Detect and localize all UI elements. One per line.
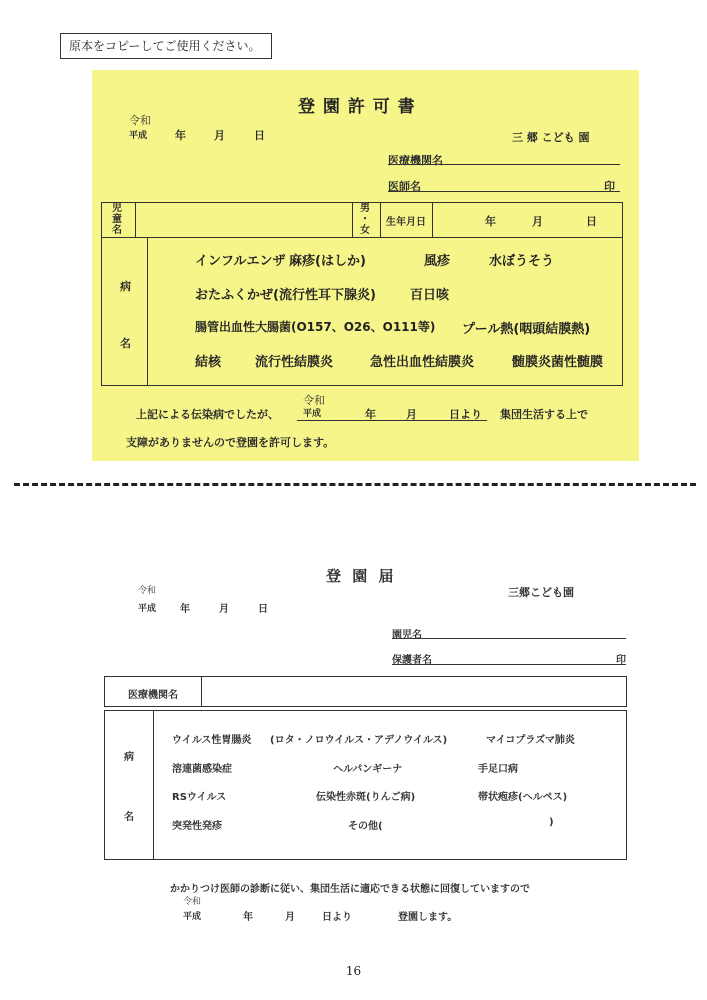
permit-doctor-label: 医師名 [388, 180, 421, 193]
permit-disease-hemorrhagic-conjunctivitis: 急性出血性結膜炎 [370, 355, 475, 370]
permit-statement-era-handwritten: 令和 [303, 394, 325, 407]
notice-disease-divider [153, 710, 154, 860]
permit-day-label: 日 [254, 129, 265, 142]
permit-birth-day: 日 [586, 215, 597, 228]
permit-seal: 印 [604, 180, 615, 193]
notice-clinic-row [104, 676, 627, 707]
notice-guardian-line [392, 664, 626, 665]
notice-month-label: 月 [219, 604, 229, 615]
permit-disease-conjunctivitis: 流行性結膜炎 [255, 355, 334, 370]
copy-note: 原本をコピーしてご使用ください。 [60, 33, 272, 59]
notice-statement-year: 年 [243, 912, 253, 923]
permit-era-handwritten: 令和 [129, 114, 151, 127]
notice-guardian-label: 保護者名 [392, 655, 432, 666]
notice-disease-hfmd: 手足口病 [478, 764, 518, 775]
notice-disease-gastroenteritis: ウイルス性胃腸炎 [172, 735, 252, 746]
permit-title: 登 園 許 可 書 [298, 97, 416, 117]
permit-disease-chickenpox: 水ぼうそう [489, 254, 555, 269]
notice-seal: 印 [616, 655, 626, 666]
notice-disease-label-1: 病 [124, 752, 134, 763]
notice-year-label: 年 [180, 604, 190, 615]
notice-clinic-divider [201, 676, 202, 707]
notice-statement-2: 登園します。 [398, 912, 458, 923]
notice-disease-other: その他( [348, 821, 383, 832]
permit-statement-month: 月 [406, 408, 417, 421]
permit-disease-label-1: 病 [120, 280, 131, 293]
notice-statement-month: 月 [285, 912, 295, 923]
notice-title: 登 園 届 [326, 567, 397, 585]
permit-statement-1a: 上記による伝染病でしたが、 [136, 408, 279, 421]
permit-sex-label: 男 ・ 女 [360, 203, 370, 236]
notice-disease-erythema: 伝染性赤斑(りんご病) [316, 792, 416, 803]
permit-statement-from: 日より [449, 408, 482, 421]
permit-statement-year: 年 [365, 408, 376, 421]
notice-disease-rsv: RSウイルス [172, 792, 227, 803]
permit-birth-year: 年 [485, 215, 496, 228]
permit-year-label: 年 [175, 129, 186, 142]
permit-disease-mumps: おたふくかぜ(流行性耳下腺炎) [195, 288, 376, 303]
permit-disease-measles: 麻疹(はしか) [289, 254, 366, 269]
notice-statement-from: 日より [322, 912, 352, 923]
notice-disease-other-close: ) [549, 817, 554, 828]
permit-disease-ehec: 腸管出血性大腸菌(O157、O26、O111等) [195, 320, 436, 334]
permit-school-name: 三 郷 こども 園 [512, 131, 590, 144]
notice-disease-shingles: 帯状疱疹(ヘルペス) [478, 792, 568, 803]
notice-statement-era: 平成 [183, 912, 202, 922]
permit-statement-2: 支障がありませんので登園を許可します。 [126, 436, 335, 449]
notice-era: 平成 [138, 604, 157, 614]
permit-birth-label: 生年月日 [386, 217, 426, 228]
notice-disease-mycoplasma: マイコプラズマ肺炎 [486, 735, 575, 746]
permit-disease-rubella: 風疹 [424, 254, 451, 269]
notice-statement-1: かかりつけ医師の診断に従い、集団生活に適応できる状態に回復していますので [170, 884, 530, 895]
permit-birth-month: 月 [532, 215, 543, 228]
notice-day-label: 日 [258, 604, 268, 615]
notice-disease-gastroenteritis-types: (ロタ・ノロウイルス・アデノウイルス) [270, 735, 448, 746]
permit-child-label: 児 童 名 [112, 203, 122, 236]
notice-clinic-label: 医療機関名 [128, 690, 178, 701]
permit-statement-1b: 集団生活する上で [500, 408, 588, 421]
notice-era-handwritten: 令和 [138, 586, 157, 596]
notice-child-line [392, 638, 626, 639]
permit-disease-influenza: インフルエンザ [195, 254, 286, 269]
permit-disease-pool-fever: プール熱(咽頭結膜熱) [462, 322, 591, 337]
notice-disease-strep: 溶連菌感染症 [172, 764, 232, 775]
permit-era: 平成 [129, 131, 148, 141]
permit-disease-tuberculosis: 結核 [195, 355, 222, 370]
notice-statement-era-handwritten: 令和 [183, 897, 202, 907]
permit-disease-label-2: 名 [120, 337, 131, 350]
permit-statement-era: 平成 [303, 409, 322, 419]
notice-disease-label-2: 名 [124, 812, 134, 823]
notice-disease-roseola: 突発性発疹 [172, 821, 222, 832]
permit-disease-pertussis: 百日咳 [410, 288, 450, 303]
permit-clinic-label: 医療機関名 [388, 154, 443, 167]
permit-disease-meningococcal: 髄膜炎菌性髄膜 [512, 355, 604, 370]
permit-month-label: 月 [214, 129, 225, 142]
page-number: 16 [345, 964, 362, 978]
notice-school-name: 三郷こども園 [508, 586, 574, 599]
notice-child-label: 園児名 [392, 630, 422, 641]
notice-disease-herpangina: ヘルパンギーナ [333, 764, 403, 775]
